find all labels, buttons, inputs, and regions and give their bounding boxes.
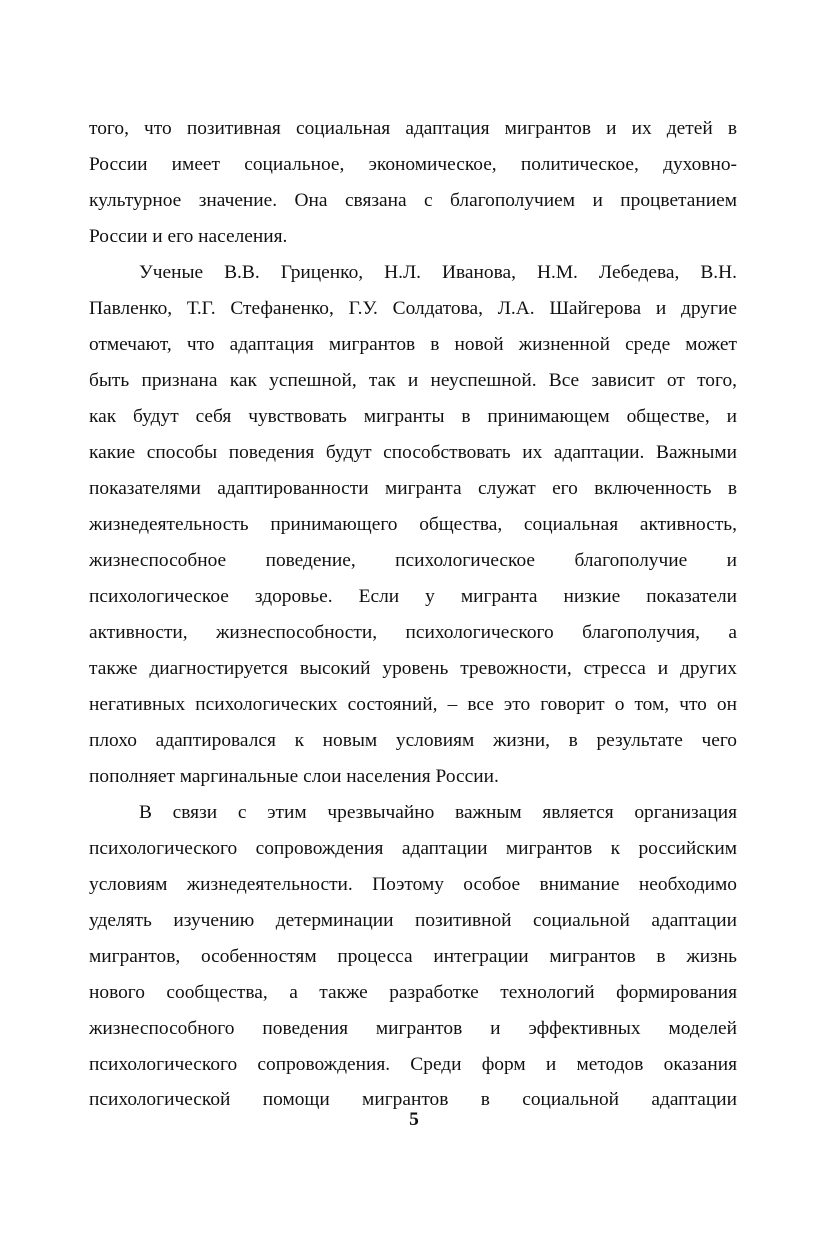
text-line: как будут себя чувствовать мигранты в принимающем обществе, и (89, 406, 737, 427)
text-line: жизнеспособного поведения мигрантов и эффективных моделей (89, 1018, 737, 1039)
text-line: Павленко, Т.Г. Стефаненко, Г.У. Солдатова, Л.А. Шайгерова и другие (89, 298, 737, 319)
text-line: России имеет социальное, экономическое, политическое, духовно- (89, 154, 737, 175)
text-line: какие способы поведения будут способствовать их адаптации. Важными (89, 442, 737, 463)
text-line: мигрантов, особенностям процесса интеграции мигрантов в жизнь (89, 946, 737, 967)
text-line: активности, жизнеспособности, психологического благополучия, а (89, 622, 737, 643)
text-line: психологическое здоровье. Если у мигранта низкие показатели (89, 586, 737, 607)
text-line: культурное значение. Она связана с благополучием и процветанием (89, 190, 737, 211)
text-line: показателями адаптированности мигранта служат его включенность в (89, 478, 737, 499)
text-line: пополняет маргинальные слои населения России. (89, 766, 499, 787)
text-line: России и его населения. (89, 226, 288, 247)
text-line: отмечают, что адаптация мигрантов в новой жизненной среде может (89, 334, 737, 355)
text-line: жизнедеятельность принимающего общества, социальная активность, (89, 514, 737, 535)
text-line: уделять изучению детерминации позитивной социальной адаптации (89, 910, 737, 931)
text-line: В связи с этим чрезвычайно важным является организация (139, 802, 737, 823)
text-line: психологической помощи мигрантов в социальной адаптации (89, 1089, 737, 1110)
text-line: нового сообщества, а также разработке технологий формирования (89, 982, 737, 1003)
text-line: также диагностируется высокий уровень тревожности, стресса и других (89, 658, 737, 679)
text-line: психологического сопровождения. Среди форм и методов оказания (89, 1054, 737, 1075)
text-line: того, что позитивная социальная адаптация мигрантов и их детей в (89, 118, 737, 139)
text-line: быть признана как успешной, так и неуспешной. Все зависит от того, (89, 370, 737, 391)
text-line: условиям жизнедеятельности. Поэтому особое внимание необходимо (89, 874, 737, 895)
page-number: 5 (409, 1109, 419, 1130)
text-line: жизнеспособное поведение, психологическое благополучие и (89, 550, 737, 571)
text-line: психологического сопровождения адаптации мигрантов к российским (89, 838, 737, 859)
text-line: негативных психологических состояний, – все это говорит о том, что он (89, 694, 737, 715)
text-line: Ученые В.В. Гриценко, Н.Л. Иванова, Н.М. Лебедева, В.Н. (139, 262, 737, 283)
text-line: плохо адаптировался к новым условиям жизни, в результате чего (89, 730, 737, 751)
